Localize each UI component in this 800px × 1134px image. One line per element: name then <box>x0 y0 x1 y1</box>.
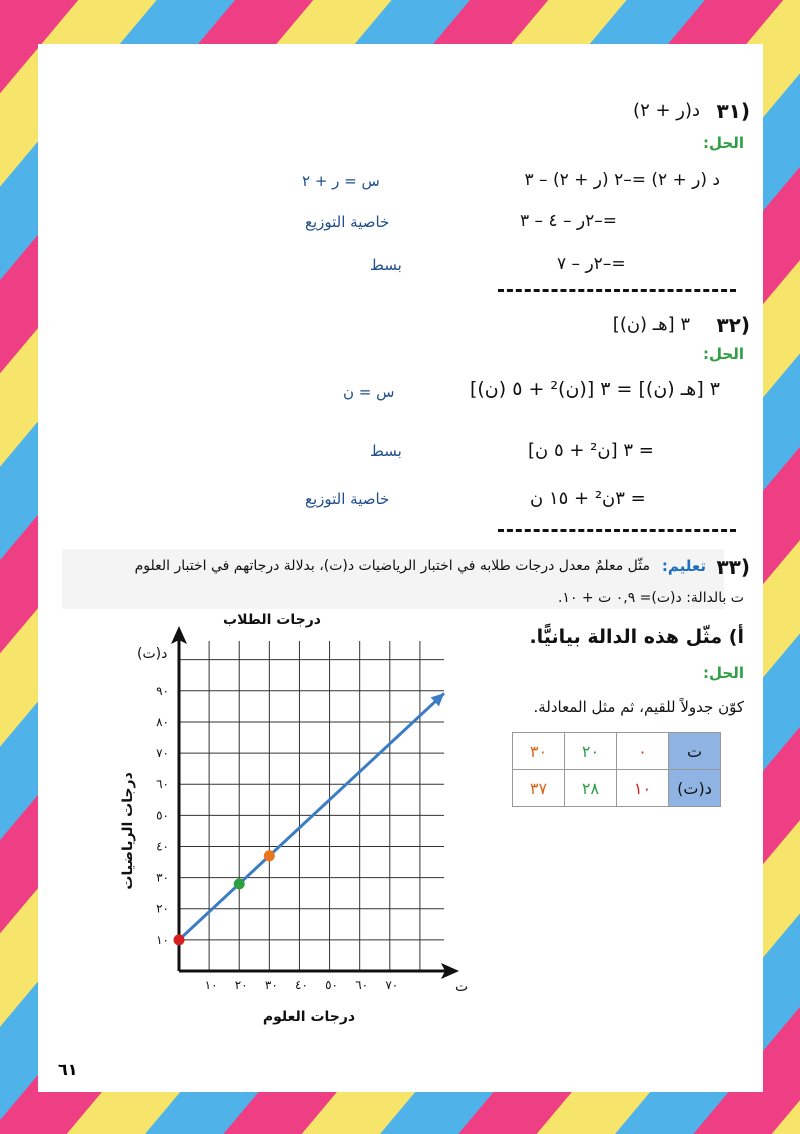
y-tick-label: ٣٠ <box>156 870 169 885</box>
q32-step3-left: = ٣ن² + ١٥ ن <box>530 488 646 509</box>
q31-solution-label: الحل: <box>703 134 744 152</box>
q31-step1-left: د (ر + ٢) =–٢ (ر + ٢) – ٣ <box>524 170 720 190</box>
y-axis-name: د(ت) <box>137 646 168 662</box>
q32-step1-note: س = ن <box>343 383 395 401</box>
y-axis-label: درجات الرياضيات <box>120 772 136 890</box>
data-point <box>264 850 275 861</box>
x-tick-label: ١٠ <box>204 978 218 992</box>
q33-part-a: أ) مثّل هذه الدالة بيانيًّا. <box>529 626 744 648</box>
q32-solution-label: الحل: <box>703 345 744 363</box>
values-table <box>512 732 721 807</box>
table-cell: ٠ <box>617 733 669 770</box>
table-cell: ٣٠ <box>513 733 565 770</box>
q33-text-line1: مثّل معلمٌ معدل درجات طلابه في اختبار الرياضيات د(ت)، بدلالة درجاتهم في اختبار العلوم <box>134 558 650 574</box>
data-point <box>174 934 185 945</box>
chart-ticks <box>156 684 398 992</box>
y-tick-label: ٢٠ <box>156 901 169 916</box>
table-cell: ٢٨ <box>565 770 617 807</box>
q32-step1-left: ٣ [هـ (ن)] = ٣ [(ن)² + ٥ (ن)] <box>469 378 720 400</box>
q31-number: ٣١) <box>716 99 750 123</box>
x-tick-label: ٣٠ <box>264 978 278 992</box>
separator-2 <box>498 529 736 532</box>
y-tick-label: ٧٠ <box>156 746 169 761</box>
data-point <box>234 878 245 889</box>
q33-solution-label: الحل: <box>703 664 744 682</box>
q32-number: ٣٢) <box>716 313 750 337</box>
q32-step2-note: بسط <box>370 442 402 460</box>
table-header-cell: د(ت) <box>669 770 721 807</box>
y-tick-label: ١٠ <box>156 932 169 947</box>
y-tick-label: ٨٠ <box>156 714 169 729</box>
x-tick-label: ٤٠ <box>295 978 308 992</box>
line-chart <box>90 606 470 1036</box>
function-line <box>179 693 444 940</box>
q31-step2-note: خاصية التوزيع <box>305 213 390 231</box>
separator-1 <box>498 289 736 292</box>
q32-step3-note: خاصية التوزيع <box>305 490 390 508</box>
q31-step2-left: =–٢ر – ٤ – ٣ <box>520 211 618 231</box>
y-tick-label: ٥٠ <box>156 808 169 823</box>
q31-step3-left: =–٢ر – ٧ <box>557 254 626 274</box>
q33-tag: تعليم: <box>661 557 706 575</box>
y-tick-label: ٩٠ <box>156 683 169 698</box>
table-row <box>513 770 721 807</box>
y-tick-label: ٦٠ <box>156 777 169 792</box>
x-tick-label: ٧٠ <box>385 978 399 992</box>
q31-step1-note: س = ر + ٢ <box>302 172 380 190</box>
x-axis-name: ت <box>455 979 469 995</box>
q31-expression: د(ر + ٢) <box>633 100 700 121</box>
chart-series <box>174 693 445 945</box>
chart-axes <box>171 626 459 979</box>
q31-step3-note: بسط <box>370 256 402 274</box>
q32-step2-left: = ٣ [ن² + ٥ ن] <box>528 440 654 461</box>
x-tick-label: ٥٠ <box>325 978 339 992</box>
x-axis-label: درجات العلوم <box>262 1009 356 1025</box>
page-number: ٦١ <box>58 1060 78 1079</box>
q33-text-line2: ت بالدالة: د(ت)= ٠,٩ ت + ١٠. <box>557 590 744 606</box>
chart-title: درجات الطلاب <box>223 612 321 628</box>
table-cell: ٢٠ <box>565 733 617 770</box>
table-cell: ١٠ <box>617 770 669 807</box>
q33-instruction: كوّن جدولاً للقيم، ثم مثل المعادلة. <box>533 698 744 716</box>
table-cell: ٣٧ <box>513 770 565 807</box>
q33-number: ٣٣) <box>716 555 750 579</box>
q32-expression: ٣ [هـ (ن)] <box>612 314 690 335</box>
x-tick-label: ٦٠ <box>355 978 369 992</box>
x-tick-label: ٢٠ <box>234 978 248 992</box>
table-header-cell: ت <box>669 733 721 770</box>
y-tick-label: ٤٠ <box>156 839 169 854</box>
chart-grid <box>179 641 444 971</box>
table-row <box>513 733 721 770</box>
